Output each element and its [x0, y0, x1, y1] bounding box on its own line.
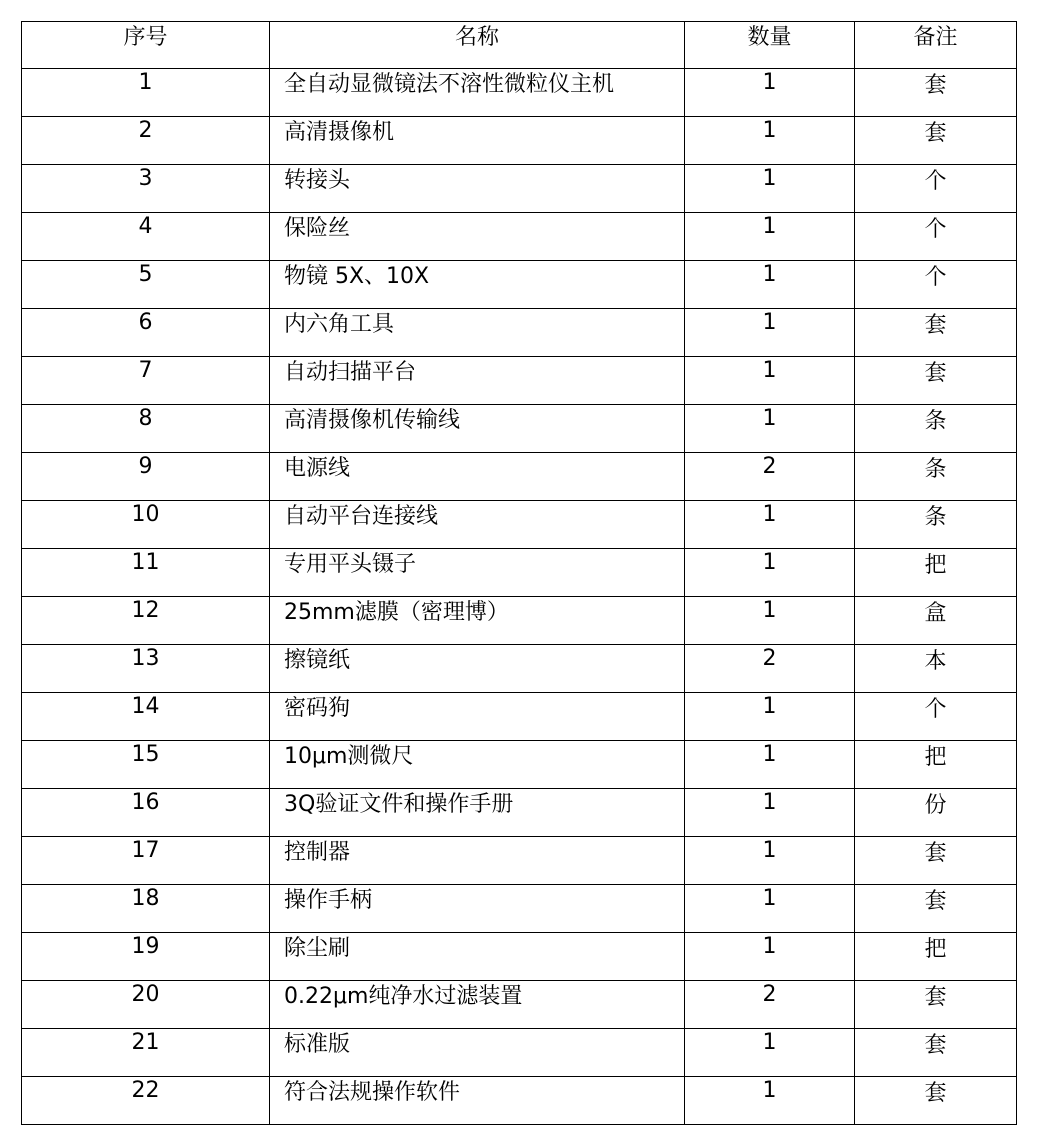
item-remark: 条	[855, 453, 1017, 501]
item-index: 2	[22, 117, 270, 165]
item-index: 8	[22, 405, 270, 453]
item-name: 转接头	[270, 165, 685, 213]
item-name: 保险丝	[270, 213, 685, 261]
packing-list-body	[22, 22, 1017, 1125]
item-quantity: 1	[685, 789, 855, 837]
item-index: 5	[22, 261, 270, 309]
item-index: 15	[22, 741, 270, 789]
item-index: 22	[22, 1077, 270, 1125]
item-index: 10	[22, 501, 270, 549]
item-remark: 本	[855, 645, 1017, 693]
item-quantity: 1	[685, 357, 855, 405]
item-remark: 条	[855, 405, 1017, 453]
header-index: 序号	[22, 22, 270, 69]
item-name: 密码狗	[270, 693, 685, 741]
item-name: 3Q验证文件和操作手册	[270, 789, 685, 837]
item-quantity: 1	[685, 837, 855, 885]
table-row	[22, 405, 1017, 453]
item-index: 19	[22, 933, 270, 981]
item-remark: 套	[855, 357, 1017, 405]
table-row	[22, 453, 1017, 501]
item-quantity: 1	[685, 885, 855, 933]
item-remark: 套	[855, 1029, 1017, 1077]
item-index: 17	[22, 837, 270, 885]
item-quantity: 1	[685, 549, 855, 597]
item-remark: 盒	[855, 597, 1017, 645]
table-row	[22, 597, 1017, 645]
item-index: 7	[22, 357, 270, 405]
table-row	[22, 933, 1017, 981]
item-index: 14	[22, 693, 270, 741]
item-index: 4	[22, 213, 270, 261]
item-name: 标准版	[270, 1029, 685, 1077]
table-row	[22, 645, 1017, 693]
item-quantity: 1	[685, 309, 855, 357]
table-row	[22, 213, 1017, 261]
item-name: 25mm滤膜（密理博）	[270, 597, 685, 645]
item-name: 物镜 5X、10X	[270, 261, 685, 309]
item-quantity: 1	[685, 933, 855, 981]
item-index: 21	[22, 1029, 270, 1077]
item-index: 11	[22, 549, 270, 597]
item-name: 擦镜纸	[270, 645, 685, 693]
item-remark: 套	[855, 837, 1017, 885]
item-index: 18	[22, 885, 270, 933]
item-remark: 个	[855, 261, 1017, 309]
item-quantity: 1	[685, 1077, 855, 1125]
item-index: 3	[22, 165, 270, 213]
item-index: 1	[22, 69, 270, 117]
item-quantity: 1	[685, 69, 855, 117]
table-row	[22, 309, 1017, 357]
item-name: 10μm测微尺	[270, 741, 685, 789]
packing-list-table	[21, 21, 1017, 1125]
item-name: 控制器	[270, 837, 685, 885]
item-remark: 套	[855, 117, 1017, 165]
item-index: 9	[22, 453, 270, 501]
item-quantity: 1	[685, 693, 855, 741]
item-name: 高清摄像机传输线	[270, 405, 685, 453]
table-row	[22, 261, 1017, 309]
item-remark: 条	[855, 501, 1017, 549]
table-row	[22, 501, 1017, 549]
table-row	[22, 357, 1017, 405]
table-row	[22, 1029, 1017, 1077]
item-remark: 套	[855, 1077, 1017, 1125]
item-name: 操作手柄	[270, 885, 685, 933]
item-remark: 个	[855, 165, 1017, 213]
item-name: 专用平头镊子	[270, 549, 685, 597]
table-row	[22, 741, 1017, 789]
item-quantity: 1	[685, 741, 855, 789]
item-name: 内六角工具	[270, 309, 685, 357]
item-name: 全自动显微镜法不溶性微粒仪主机	[270, 69, 685, 117]
item-quantity: 1	[685, 261, 855, 309]
header-name: 名称	[270, 22, 685, 69]
item-name: 高清摄像机	[270, 117, 685, 165]
item-remark: 套	[855, 885, 1017, 933]
item-remark: 套	[855, 981, 1017, 1029]
item-index: 20	[22, 981, 270, 1029]
item-remark: 把	[855, 741, 1017, 789]
table-row	[22, 165, 1017, 213]
item-quantity: 1	[685, 213, 855, 261]
item-index: 12	[22, 597, 270, 645]
item-quantity: 1	[685, 165, 855, 213]
table-header-row	[22, 22, 1017, 69]
table-row	[22, 117, 1017, 165]
item-quantity: 1	[685, 405, 855, 453]
item-index: 6	[22, 309, 270, 357]
item-quantity: 1	[685, 1029, 855, 1077]
item-quantity: 1	[685, 501, 855, 549]
item-quantity: 2	[685, 645, 855, 693]
table-row	[22, 69, 1017, 117]
item-quantity: 1	[685, 597, 855, 645]
item-remark: 个	[855, 693, 1017, 741]
item-name: 除尘刷	[270, 933, 685, 981]
item-quantity: 1	[685, 117, 855, 165]
table-row	[22, 549, 1017, 597]
item-remark: 把	[855, 933, 1017, 981]
item-name: 0.22μm纯净水过滤装置	[270, 981, 685, 1029]
item-remark: 套	[855, 309, 1017, 357]
table-row	[22, 1077, 1017, 1125]
item-name: 自动平台连接线	[270, 501, 685, 549]
item-index: 16	[22, 789, 270, 837]
item-remark: 把	[855, 549, 1017, 597]
item-name: 符合法规操作软件	[270, 1077, 685, 1125]
item-remark: 个	[855, 213, 1017, 261]
table-row	[22, 837, 1017, 885]
item-name: 电源线	[270, 453, 685, 501]
header-remark: 备注	[855, 22, 1017, 69]
header-quantity: 数量	[685, 22, 855, 69]
table-row	[22, 789, 1017, 837]
item-quantity: 2	[685, 453, 855, 501]
item-remark: 份	[855, 789, 1017, 837]
table-row	[22, 981, 1017, 1029]
item-remark: 套	[855, 69, 1017, 117]
item-quantity: 2	[685, 981, 855, 1029]
table-row	[22, 885, 1017, 933]
item-name: 自动扫描平台	[270, 357, 685, 405]
table-row	[22, 693, 1017, 741]
item-index: 13	[22, 645, 270, 693]
